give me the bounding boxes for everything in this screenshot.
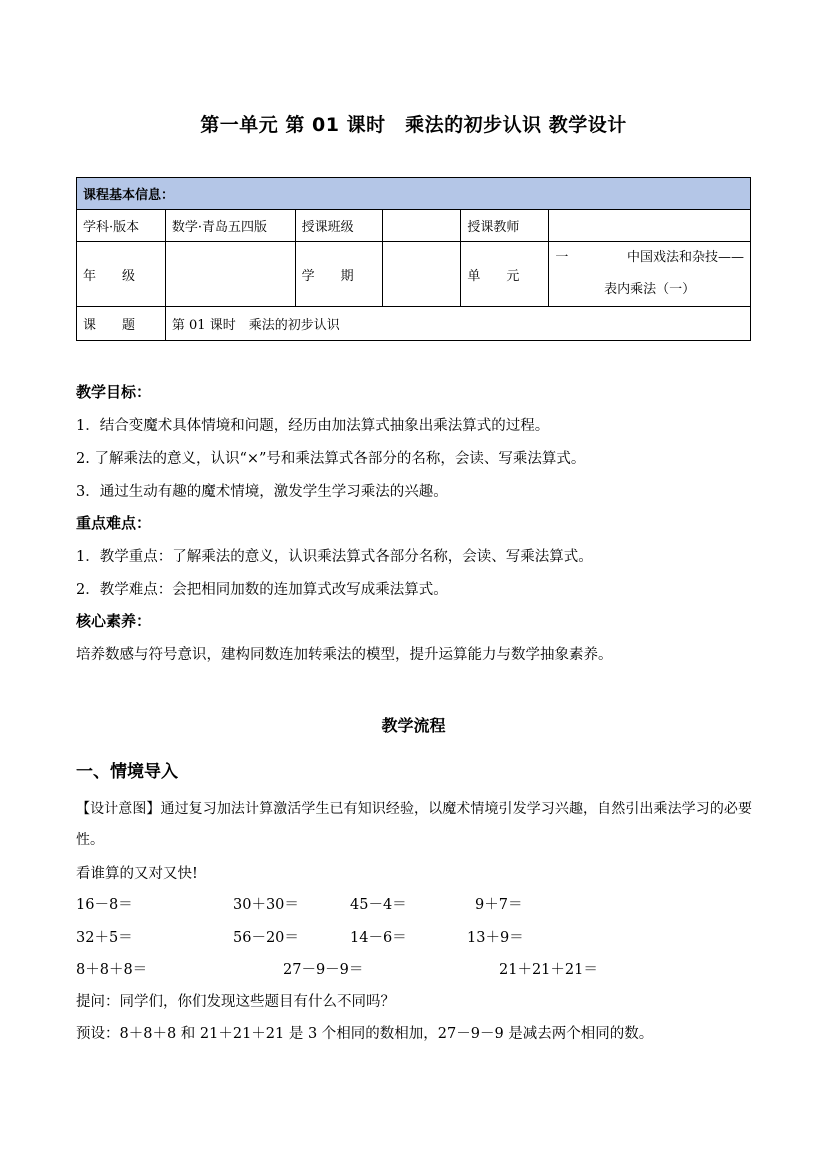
unit-value [549, 242, 751, 307]
course-info-table [76, 177, 751, 341]
subject-value: 数学·青岛五四版 [165, 210, 295, 242]
key-point-item-1: 1．教学重点：了解乘法的意义，认识乘法算式各部分名称，会读、写乘法算式。 [76, 549, 593, 565]
teacher-value [549, 210, 751, 242]
key-points-heading: 重点难点： [76, 514, 152, 532]
design-intent: 【设计意图】通过复习加法计算激活学生已有知识经验，以魔术情境引发学习兴趣，自然引出乘法学习的必要性。 [76, 801, 752, 848]
flow-heading: 教学流程 [381, 716, 446, 735]
grade-label: 年 级 [77, 242, 166, 307]
preset-text: 预设：8＋8＋8 和 21＋21＋21 是 3 个相同的数相加，27－9－9 是减去两个相同的数。 [76, 1026, 654, 1042]
exercise-item: 30＋30＝ [233, 897, 299, 913]
class-value [382, 210, 461, 242]
section-1-heading: 一、情境导入 [76, 762, 178, 782]
exercise-item: 45－4＝ [350, 897, 407, 913]
key-point-item-2: 2．教学难点：会把相同加数的连加算式改写成乘法算式。 [76, 582, 448, 598]
term-label: 学 期 [295, 242, 382, 307]
document-title: 第一单元 第 01 课时 乘法的初步认识 教学设计 [200, 114, 627, 136]
term-value [382, 242, 461, 307]
literacy-heading: 核心素养： [76, 612, 152, 630]
literacy-text: 培养数感与符号意识，建构同数连加转乘法的模型，提升运算能力与数学抽象素养。 [76, 647, 613, 663]
topic-label: 课 题 [77, 307, 166, 341]
unit-value-line2: 表内乘法（一） [604, 282, 696, 297]
exercise-item: 32＋5＝ [76, 930, 133, 946]
exercise-item: 8＋8＋8＝ [76, 962, 148, 978]
exercise-item: 9＋7＝ [475, 897, 523, 913]
unit-label: 单 元 [461, 242, 549, 307]
subject-label: 学科·版本 [77, 210, 166, 242]
goal-item-3: 3．通过生动有趣的魔术情境，激发学生学习乘法的兴趣。 [76, 484, 448, 500]
exercise-item: 14－6＝ [350, 930, 407, 946]
course-info-header: 课程基本信息： [77, 178, 751, 210]
grade-value [165, 242, 295, 307]
goal-item-2: 2. 了解乘法的意义，认识“×”号和乘法算式各部分的名称，会读、写乘法算式。 [76, 451, 586, 467]
question-text: 提问：同学们，你们发现这些题目有什么不同吗？ [76, 994, 395, 1010]
teacher-label: 授课教师 [461, 210, 549, 242]
exercise-item: 56－20＝ [233, 930, 299, 946]
goals-heading: 教学目标： [76, 383, 152, 401]
unit-value-line1: 中国戏法和杂技—— [626, 250, 744, 265]
unit-value-dash: 一 [555, 250, 569, 265]
exercise-prompt: 看谁算的又对又快! [76, 866, 198, 882]
topic-value: 第 01 课时 乘法的初步认识 [165, 307, 750, 341]
class-label: 授课班级 [295, 210, 382, 242]
goal-item-1: 1．结合变魔术具体情境和问题，经历由加法算式抽象出乘法算式的过程。 [76, 418, 550, 434]
exercise-item: 27－9－9＝ [283, 962, 364, 978]
exercise-item: 21＋21＋21＝ [499, 962, 598, 978]
exercise-item: 13＋9＝ [467, 930, 524, 946]
exercise-item: 16－8＝ [76, 897, 133, 913]
